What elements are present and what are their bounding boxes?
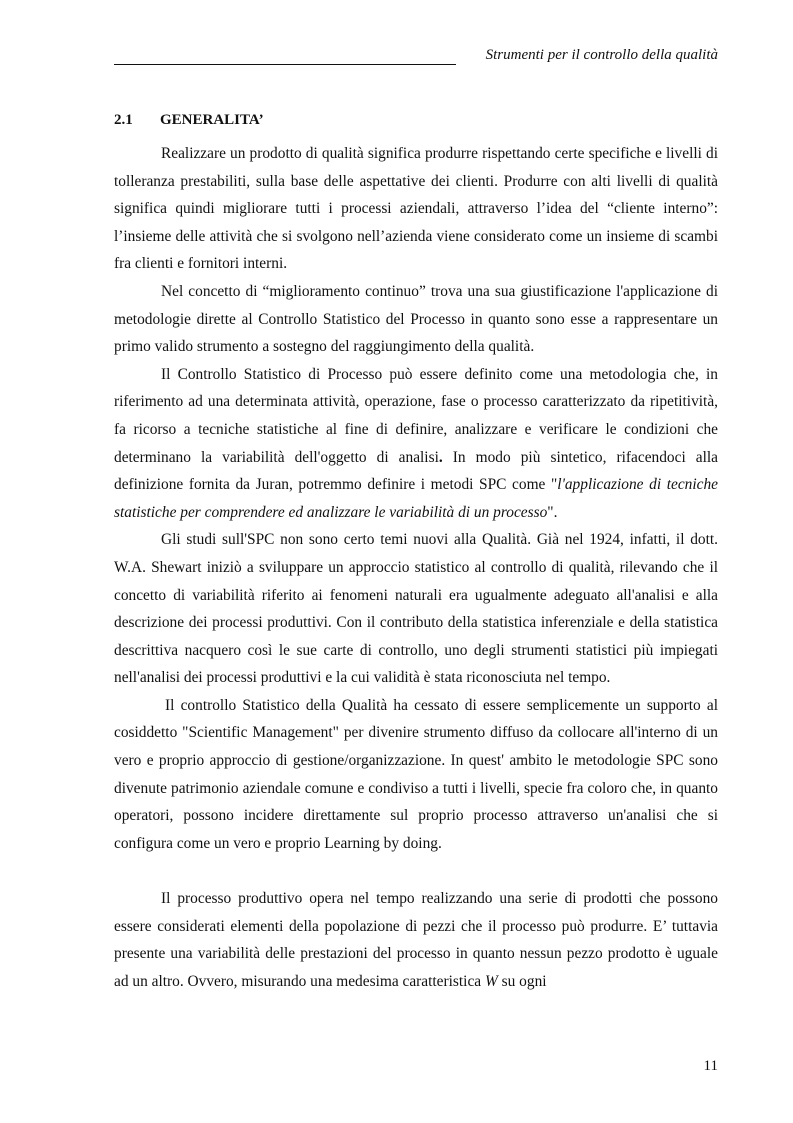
quote-mark: ". [547, 503, 558, 521]
running-header [114, 47, 718, 67]
body-text [114, 140, 718, 995]
paragraph-text: In modo più sintetico, rifacendoci alla definizione fornita da Juran, potremmo definire i metodi SPC come [114, 448, 718, 494]
juran-definition: l'applicazione di tecniche statistiche per comprendere ed analizzare le variabilità di un processo [114, 476, 718, 521]
paragraph [114, 885, 718, 995]
paragraph: Il controllo Statistico della Qualità ha cessato di essere semplicemente un supporto al cosiddetto "Scientific Management" per divenire strumento diffuso da collocare all'interno di un vero e proprio approccio di gestione/organizzazione. In quest' ambito le metodologie SPC sono divenute patrimonio aziendale comune e condiviso a tutti i livelli, specie fra coloro che, in quanto operatori, possono incidere direttamente sul proprio processo attraverso un'analisi che si configura come un vero e proprio Learning by doing. [114, 696, 718, 852]
paragraph: Realizzare un prodotto di qualità significa produrre rispettando certe specifiche e livelli di tolleranza prestabiliti, sulla base delle aspettative dei clienti. Produrre con alti livelli di qualità significa quindi migliorare tutti i processi aziendali, attraverso l’idea del “cliente interno”: l’insieme delle attività che si svolgono nell’azienda viene considerato come un insieme di scambi fra clienti e fornitori interni. [114, 145, 718, 273]
section-title: GENERALITA’ [160, 112, 264, 128]
paragraph: Gli studi sull'SPC non sono certo temi nuovi alla Qualità. Già nel 1924, infatti, il dott. W.A. Shewart iniziò a sviluppare un approccio statistico al controllo di qualità, rilevando che il concetto di variabilità riferito ai fenomeni naturali era ugualmente adeguato all'analisi e alla descrizione dei processi produttivi. Con il contributo della statistica inferenziale e della statistica descrittiva nacquero così le sue carte di controllo, uno degli strumenti statistici più impiegati nell'analisi dei processi produttivi e la cui validità è stata riconosciuta nel tempo. [114, 531, 718, 687]
quote-mark: " [551, 476, 558, 494]
variable-w: W [484, 972, 498, 990]
paragraph [114, 361, 718, 527]
header-rule [114, 64, 456, 65]
paragraph-text: su ogni [497, 972, 547, 990]
paragraph: Nel concetto di “miglioramento continuo” trova una sua giustificazione l'applicazione di metodologie dirette al Controllo Statistico del Processo in quanto sono esse a rappresentare un primo valido strumento a sostegno del raggiungimento della qualità. [114, 282, 718, 356]
section-number: 2.1 [114, 112, 133, 128]
paragraph-text: Il processo produttivo opera nel tempo realizzando una serie di prodotti che possono essere considerati elementi della popolazione di pezzi che il processo può produrre. E’ tuttavia presente una variabilità delle prestazioni del processo in quanto nessun pezzo prodotto è uguale ad un altro. Ovvero, misurando una medesima caratteristica [114, 890, 718, 990]
page-number: 11 [703, 1058, 718, 1074]
bold-period: . [438, 448, 443, 466]
header-title: Strumenti per il controllo della qualità [485, 47, 718, 63]
section-heading [114, 112, 264, 129]
paragraph-text: Il Controllo Statistico di Processo può essere definito come una metodologia che, in riferimento ad una determinata attività, operazione, fase o processo caratterizzato da ripetitività, fa ricorso a tecniche statistiche al fine di definire, analizzare e verificare le condizioni che determinano la variabilità dell'oggetto di analisi [114, 365, 718, 466]
